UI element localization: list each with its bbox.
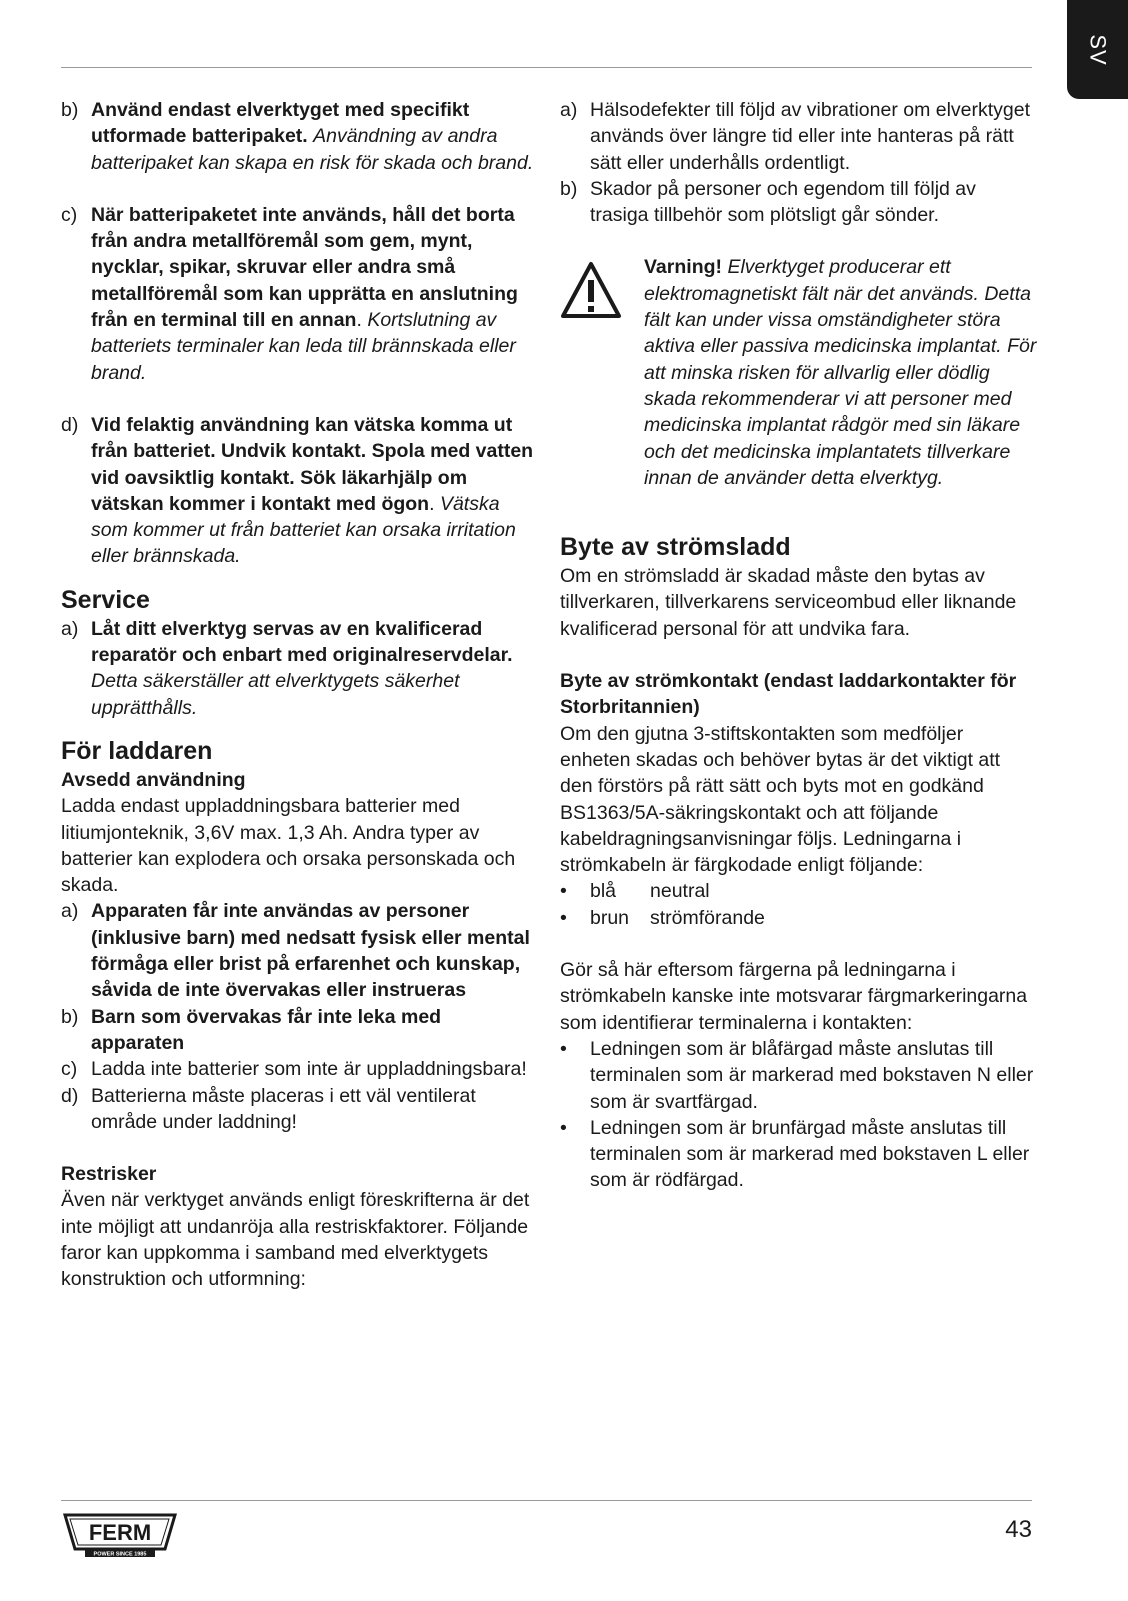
- list-marker: d): [61, 413, 79, 436]
- list-marker: c): [61, 203, 78, 226]
- bullet: •: [560, 1037, 567, 1060]
- top-rule: [61, 67, 1032, 68]
- list-item: [560, 1036, 1038, 1115]
- bold-text: Använd endast elverktyget med specifikt utformade batteripaket.: [91, 99, 470, 148]
- bullet: •: [560, 880, 567, 903]
- list-item: [61, 898, 539, 1003]
- wire-color: blå: [590, 880, 617, 903]
- item-text: Batterierna måste placeras i ett väl ventilerat område under laddning!: [91, 1084, 476, 1133]
- item-text: Skador på personer och egendom till följd av trasiga tillbehör som plötsligt går sönder.: [590, 177, 976, 227]
- bold-text: Låt ditt elverktyg servas av en kvalificerad reparatör och enbart med originalreservdelar.: [91, 617, 513, 667]
- list-item: [560, 176, 1038, 229]
- bold-text: Vid felaktig användning kan vätska komma ut från batteriet. Undvik kontakt. Spola med vatten vid oavsiktlig kontakt. Sök läkarhjälp om vätskan kommer i kontakt med ögon: [91, 413, 534, 515]
- list-item: [61, 97, 539, 176]
- left-column: [61, 97, 539, 1293]
- residual-risks-text: Även när verktyget används enligt föreskrifterna är det inte möjligt att undanröja alla restriskfaktorer. Följande faror kan uppkomma i samband med elverktygets konstruktion och utformning:: [61, 1189, 530, 1291]
- wire-role: strömförande: [650, 906, 765, 929]
- bullet: •: [560, 1116, 567, 1139]
- list-item: [560, 97, 1038, 176]
- logo-wordmark: FERM: [88, 1520, 152, 1545]
- list-item: [61, 412, 539, 570]
- page-number: 43: [1005, 1516, 1032, 1543]
- wire-role: neutral: [650, 880, 710, 903]
- list-marker: d): [61, 1084, 79, 1107]
- wire-color: brun: [590, 906, 630, 929]
- item-text: Ledningen som är blåfärgad måste anslutas till terminalen som är markerad med bokstaven N eller som är svartfärgad.: [590, 1037, 1034, 1113]
- list-item: [61, 1004, 539, 1057]
- language-tab: [1067, 0, 1128, 99]
- warning-text: Elverktyget producerar ett elektromagnetiskt fält när det används. Detta fält kan under vissa omständigheter störa aktiva eller passiva medicinska implantat. För att minska risken för allvarlig eller dödlig skada rekommenderar vi att personer med medicinska implantat rådgör med sin läkare och det medicinska implantatets tillverkare innan de använder detta elverktyg.: [644, 256, 1037, 489]
- warning-label: Varning!: [644, 256, 723, 279]
- list-marker: a): [560, 99, 578, 121]
- cord-replacement-text: Om en strömsladd är skadad måste den bytas av tillverkaren, tillverkarens serviceombud eller liknande kvalificerad personal för att undvika fara.: [560, 565, 1017, 640]
- italic-text: Kortslutning av batteriets terminaler kan leda till brännskada eller brand.: [91, 309, 516, 384]
- list-item: [61, 616, 539, 721]
- cord-replacement-heading: Byte av strömsladd: [560, 533, 791, 562]
- period: .: [356, 309, 362, 332]
- right-column: [560, 97, 1038, 1194]
- bottom-rule: [61, 1500, 1032, 1501]
- charger-heading: För laddaren: [61, 736, 213, 765]
- intended-use-heading: Avsedd användning: [61, 768, 246, 791]
- bold-text: Barn som övervakas får inte leka med apparaten: [91, 1005, 442, 1054]
- service-heading: Service: [61, 585, 150, 614]
- intended-use-text: Ladda endast uppladdningsbara batterier med litiumjonteknik, 3,6V max. 1,3 Ah. Andra typer av batterier kan explodera och orsaka personskada och skada.: [61, 795, 516, 897]
- italic-text: Detta säkerställer att elverktygets säkerhet upprätthålls.: [91, 670, 460, 719]
- list-item: [560, 1115, 1038, 1194]
- item-text: Hälsodefekter till följd av vibrationer om elverktyget används över längre tid eller inte hanteras på rätt sätt eller underhålls ordentligt.: [590, 99, 1031, 174]
- italic-text: Vätska som kommer ut från batteriet kan orsaka irritation eller brännskada.: [91, 492, 516, 568]
- plug-replacement-heading: Byte av strömkontakt (endast laddarkontakter för Storbritannien): [560, 670, 1017, 719]
- item-text: Ledningen som är brunfärgad måste anslutas till terminalen som är markerad med bokstaven L eller som är rödfärgad.: [590, 1116, 1030, 1192]
- list-item: [61, 1083, 539, 1136]
- ferm-logo: [61, 1511, 179, 1559]
- wire-row: [560, 878, 1038, 904]
- list-marker: c): [61, 1058, 78, 1081]
- item-text: Ladda inte batterier som inte är uppladdningsbara!: [91, 1058, 527, 1081]
- bullet: •: [560, 906, 567, 929]
- list-item: [61, 1056, 539, 1082]
- list-marker: b): [61, 1005, 79, 1028]
- warning-triangle-icon: [560, 254, 644, 491]
- list-marker: a): [61, 900, 79, 923]
- list-marker: b): [560, 177, 578, 200]
- list-item: [61, 202, 539, 386]
- plug-replacement-text: Om den gjutna 3-stiftskontakten som medföljer enheten skadas och behöver bytas är det viktigt att den förstörs på rätt sätt och byts mot en godkänd BS1363/5A-säkringskontakt och att följande kabeldragningsanvisningar följs. Ledningarna i strömkabeln är färgkodade enligt följande:: [560, 722, 1001, 877]
- instruction-text: Gör så här eftersom färgerna på ledningarna i strömkabeln kanske inte motsvarar färgmarkeringarna som identifierar terminalerna i kontakten:: [560, 959, 1028, 1034]
- wire-row: [560, 905, 1038, 931]
- warning-block: [560, 254, 1038, 491]
- bold-text: Apparaten får inte användas av personer (inklusive barn) med nedsatt fysisk eller mental förmåga eller brist på erfarenhet och kunskap, såvida de inte övervakas eller instrueras: [91, 900, 530, 1002]
- language-code: SV: [1085, 33, 1111, 66]
- italic-text: Användning av andra batteripaket kan skapa en risk för skada och brand.: [91, 125, 534, 174]
- logo-tagline: POWER SINCE 1985: [93, 1551, 147, 1558]
- residual-risks-heading: Restrisker: [61, 1163, 157, 1186]
- period: .: [429, 492, 435, 515]
- bold-text: När batteripaketet inte används, håll det borta från andra metallföremål som gem, mynt, nycklar, spikar, skruvar eller andra små metallföremål som kan upprätta en anslutning från en terminal till en annan: [91, 203, 518, 332]
- list-marker: b): [61, 99, 79, 121]
- list-marker: a): [61, 617, 79, 640]
